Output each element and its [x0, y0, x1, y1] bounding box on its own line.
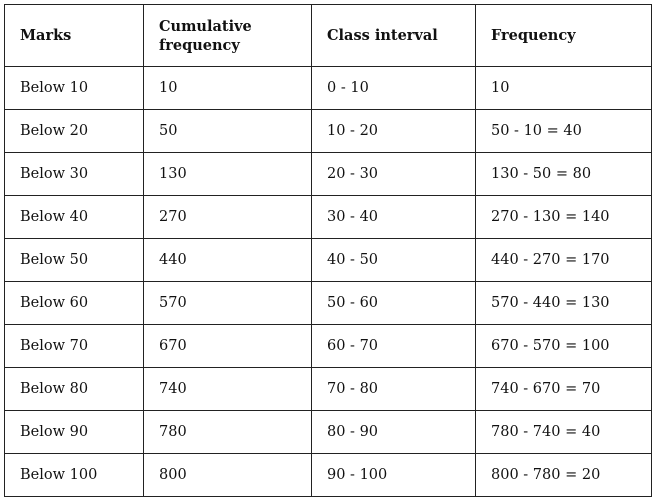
cell-cumulative-frequency: 670 — [144, 325, 312, 368]
cell-cumulative-frequency: 270 — [144, 196, 312, 239]
cell-marks: Below 40 — [5, 196, 144, 239]
cell-class-interval: 80 - 90 — [312, 411, 476, 454]
cell-class-interval: 70 - 80 — [312, 368, 476, 411]
cell-marks: Below 70 — [5, 325, 144, 368]
header-row — [5, 5, 652, 67]
cell-frequency: 670 - 570 = 100 — [476, 325, 652, 368]
cell-frequency: 570 - 440 = 130 — [476, 282, 652, 325]
header-frequency: Frequency — [476, 5, 652, 67]
cell-frequency: 270 - 130 = 140 — [476, 196, 652, 239]
cell-frequency: 440 - 270 = 170 — [476, 239, 652, 282]
cell-marks: Below 50 — [5, 239, 144, 282]
cell-marks: Below 30 — [5, 153, 144, 196]
cell-marks: Below 80 — [5, 368, 144, 411]
cell-class-interval: 40 - 50 — [312, 239, 476, 282]
cell-cumulative-frequency: 50 — [144, 110, 312, 153]
table-row — [5, 110, 652, 153]
cell-marks: Below 90 — [5, 411, 144, 454]
cell-marks: Below 60 — [5, 282, 144, 325]
cell-frequency: 50 - 10 = 40 — [476, 110, 652, 153]
cell-class-interval: 10 - 20 — [312, 110, 476, 153]
cell-marks: Below 100 — [5, 454, 144, 497]
table-row — [5, 325, 652, 368]
cell-cumulative-frequency: 780 — [144, 411, 312, 454]
header-cumulative-frequency: Cumulative frequency — [144, 5, 312, 67]
cell-class-interval: 30 - 40 — [312, 196, 476, 239]
cell-frequency: 10 — [476, 67, 652, 110]
cell-class-interval: 20 - 30 — [312, 153, 476, 196]
table-row — [5, 454, 652, 497]
header-marks: Marks — [5, 5, 144, 67]
table-row — [5, 239, 652, 282]
cell-frequency: 780 - 740 = 40 — [476, 411, 652, 454]
table-row — [5, 282, 652, 325]
table-row — [5, 411, 652, 454]
table-row — [5, 196, 652, 239]
cell-class-interval: 90 - 100 — [312, 454, 476, 497]
cell-class-interval: 0 - 10 — [312, 67, 476, 110]
cell-marks: Below 20 — [5, 110, 144, 153]
cell-marks: Below 10 — [5, 67, 144, 110]
table-row — [5, 67, 652, 110]
frequency-table — [4, 4, 652, 497]
cell-frequency: 740 - 670 = 70 — [476, 368, 652, 411]
table-row — [5, 368, 652, 411]
cell-class-interval: 50 - 60 — [312, 282, 476, 325]
cell-cumulative-frequency: 440 — [144, 239, 312, 282]
cell-cumulative-frequency: 800 — [144, 454, 312, 497]
cell-cumulative-frequency: 740 — [144, 368, 312, 411]
table-row — [5, 153, 652, 196]
cell-cumulative-frequency: 570 — [144, 282, 312, 325]
header-class-interval: Class interval — [312, 5, 476, 67]
cell-cumulative-frequency: 130 — [144, 153, 312, 196]
cell-class-interval: 60 - 70 — [312, 325, 476, 368]
cell-frequency: 130 - 50 = 80 — [476, 153, 652, 196]
cell-frequency: 800 - 780 = 20 — [476, 454, 652, 497]
cell-cumulative-frequency: 10 — [144, 67, 312, 110]
